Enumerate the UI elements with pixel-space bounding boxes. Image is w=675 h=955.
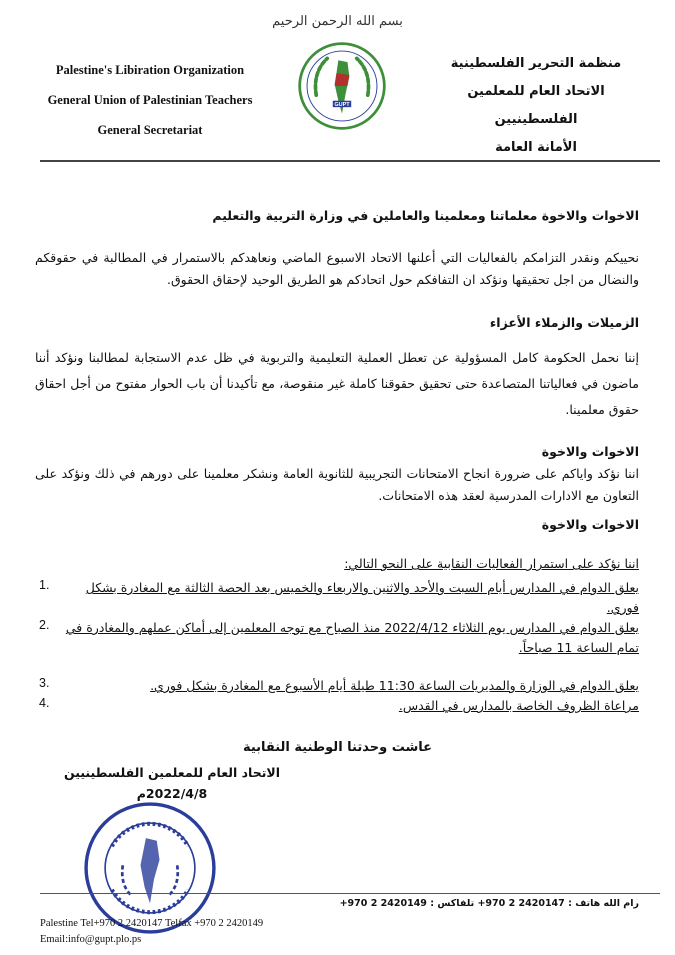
list-item-text: يعلق الدوام في المدارس يوم الثلاثاء 2022/4/12 منذ الصباح مع توجه المعلمين إلى أماكن عملهم والمغادرة في تمام الساعة 11 صباحاً. <box>65 620 639 655</box>
list-item-number: 1. <box>39 578 50 592</box>
list-item-number: 4. <box>39 696 50 710</box>
list-item <box>39 618 639 676</box>
list-item-number: 2. <box>39 618 50 632</box>
measures-list <box>39 578 639 716</box>
paragraph: نحييكم ونقدر التزامكم بالفعاليات التي أعلنها الاتحاد الاسبوع الماضي ونعاهدكم بالاستمرار في المطالبة في حقوقكم والنضال من اجل تحقيقها ونؤكد ان التفافكم حول اتحادكم هو الطريق الوحيد لإحقاق الحقوق. <box>35 250 639 287</box>
header-en-line: General Union of Palestinian Teachers <box>47 93 253 107</box>
list-item-text: يعلق الدوام في الوزارة والمديريات الساعة 11:30 طيلة أيام الأسبوع مع المغادرة بشكل فوري. <box>150 678 639 693</box>
greeting-heading: الاخوات والاخوة معلماتنا ومعلمينا والعاملين في وزارة التربية والتعليم <box>212 208 639 223</box>
list-item <box>39 578 639 618</box>
header-ar-line: الأمانة العامة <box>495 140 577 155</box>
header-divider <box>40 160 660 162</box>
greeting-heading: الزميلات والزملاء الأعزاء <box>489 315 639 330</box>
list-item <box>39 696 639 716</box>
header-ar-line: منظمة التحرير الفلسطينية <box>450 56 622 71</box>
list-item-number: 3. <box>39 676 50 690</box>
gupt-logo <box>296 40 388 132</box>
greeting-heading: الاخوات والاخوة <box>541 444 639 459</box>
paragraph: اننا نؤكد واياكم على ضرورة انجاح الامتحانات التجريبية للثانوية العامة ونشكر معلمينا على دورهم في ذلك ونؤكد على التعاون مع الادارات المدرسية لعقد هذه الامتحانات. <box>35 466 639 503</box>
svg-text:GUPT: GUPT <box>334 101 350 108</box>
basmala: بسم الله الرحمن الرحيم <box>272 14 403 29</box>
list-intro: اننا نؤكد على استمرار الفعاليات النقابية على النحو التالي: <box>344 556 639 571</box>
signature: الاتحاد العام للمعلمين الفلسطينيين <box>63 765 281 780</box>
footer-contact-english: Palestine Tel+970 2 2420147 Telfax +970 2 2420149 <box>40 918 264 929</box>
header-arabic <box>431 50 641 162</box>
signature-date: 2022/4/8م <box>136 786 208 801</box>
greeting-heading: الاخوات والاخوة <box>541 517 639 532</box>
paragraph: إننا نحمل الحكومة كامل المسؤولية عن تعطل العملية التعليمية والتربوية في ظل عدم الاستجابة لمطالبنا ونؤكد أننا ماضون في فعالياتنا المتصاعدة حتى تحقيق حقوقنا كاملة غير منقوصة، مع تأكيدنا أن باب الحوار مفتوح من أجل احقاق حقوق معلمينا. <box>35 350 639 417</box>
list-item-text: مراعاة الظروف الخاصة بالمدارس في القدس. <box>398 698 639 713</box>
list-item-text: يعلق الدوام في المدارس أيام السبت والأحد والاثنين والاربعاء والخميس بعد الحصة الثالثة مع المغادرة بشكل فوري. <box>85 580 639 615</box>
header-en-line: Palestine's Libiration Organization <box>55 63 245 77</box>
header-english <box>30 55 270 145</box>
footer-contact-arabic: رام الله هاتف : 2420147 2 970+ تلفاكس : 2420149 2 970+ <box>339 898 639 909</box>
footer-email: Email:info@gupt.plo.ps <box>40 934 142 945</box>
union-stamp <box>82 800 218 936</box>
closing-slogan: عاشت وحدتنا الوطنية النقابية <box>242 740 433 755</box>
list-item <box>39 676 639 696</box>
header-ar-line: الاتحاد العام للمعلمين الفلسطينيين <box>467 84 605 127</box>
header-en-line: General Secretariat <box>97 123 203 137</box>
footer-divider <box>40 893 660 894</box>
